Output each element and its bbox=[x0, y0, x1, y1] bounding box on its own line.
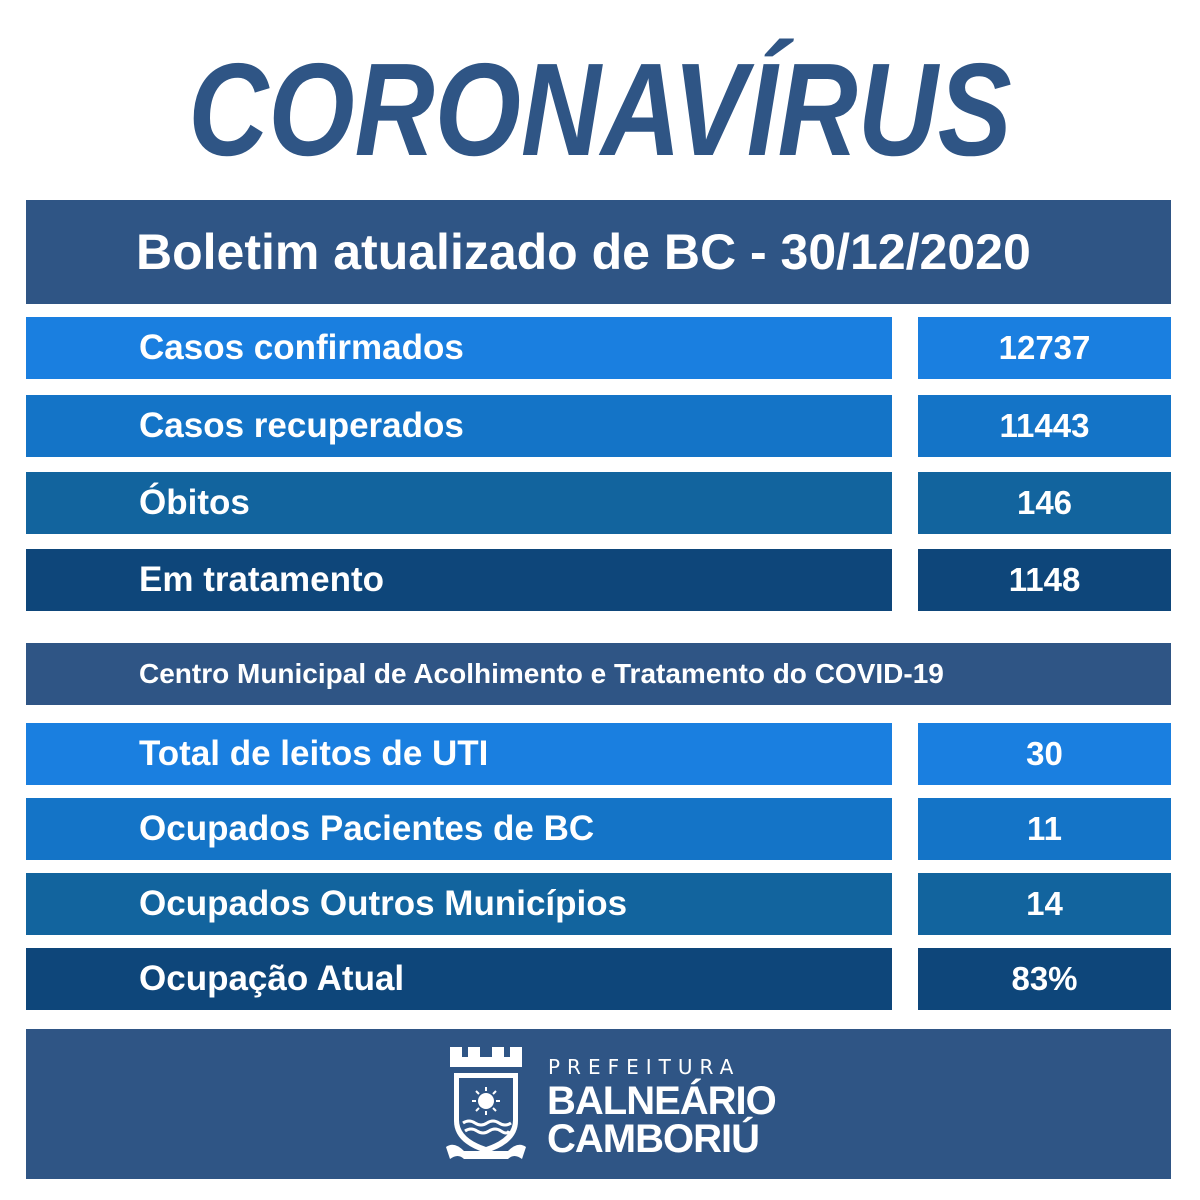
icu-row-current-occupancy bbox=[26, 948, 892, 1010]
row-value: 146 bbox=[1016, 484, 1073, 521]
row-value: 30 bbox=[1026, 735, 1063, 772]
cases-value-confirmed bbox=[918, 317, 1171, 379]
icu-value-bc-patients bbox=[918, 798, 1171, 860]
row-label: Casos confirmados bbox=[139, 328, 464, 367]
footer-logo-bar bbox=[26, 1029, 1171, 1179]
cases-value-in-treatment bbox=[918, 549, 1171, 611]
row-value: 83% bbox=[1011, 960, 1078, 997]
cases-value-recovered bbox=[918, 395, 1171, 457]
row-label: Óbitos bbox=[139, 483, 250, 522]
cases-row-in-treatment bbox=[26, 549, 892, 611]
bulletin-header bbox=[26, 200, 1171, 304]
row-value: 14 bbox=[1026, 885, 1063, 922]
row-value: 11443 bbox=[999, 407, 1090, 444]
org-name-line1: BALNEÁRIO bbox=[547, 1079, 776, 1123]
row-value: 12737 bbox=[998, 329, 1091, 366]
section-header-text: Centro Municipal de Acolhimento e Tratamento do COVID-19 bbox=[139, 658, 944, 689]
page-title: CORONAVÍRUS bbox=[188, 36, 1012, 183]
icu-row-bc-patients bbox=[26, 798, 892, 860]
row-label: Em tratamento bbox=[139, 560, 385, 599]
org-prefix: PREFEITURA bbox=[548, 1055, 741, 1079]
row-label: Ocupados Pacientes de BC bbox=[139, 809, 595, 848]
row-label: Total de leitos de UTI bbox=[139, 734, 489, 773]
cases-row-recovered bbox=[26, 395, 892, 457]
section-header bbox=[26, 643, 1171, 705]
icu-value-other-municipalities bbox=[918, 873, 1171, 935]
icu-row-other-municipalities bbox=[26, 873, 892, 935]
icu-value-current-occupancy bbox=[918, 948, 1171, 1010]
row-label: Ocupação Atual bbox=[139, 959, 405, 998]
icu-row-total-beds bbox=[26, 723, 892, 785]
cases-value-deaths bbox=[918, 472, 1171, 534]
city-crest-icon bbox=[444, 1043, 528, 1163]
row-label: Ocupados Outros Municípios bbox=[139, 884, 628, 923]
icu-value-total-beds bbox=[918, 723, 1171, 785]
bulletin-header-text: Boletim atualizado de BC - 30/12/2020 bbox=[136, 224, 1031, 280]
row-label: Casos recuperados bbox=[139, 406, 464, 445]
row-value: 11 bbox=[1027, 810, 1062, 847]
org-name-line2: CAMBORIÚ bbox=[547, 1117, 759, 1161]
cases-row-confirmed bbox=[26, 317, 892, 379]
cases-row-deaths bbox=[26, 472, 892, 534]
row-value: 1148 bbox=[1008, 561, 1081, 598]
